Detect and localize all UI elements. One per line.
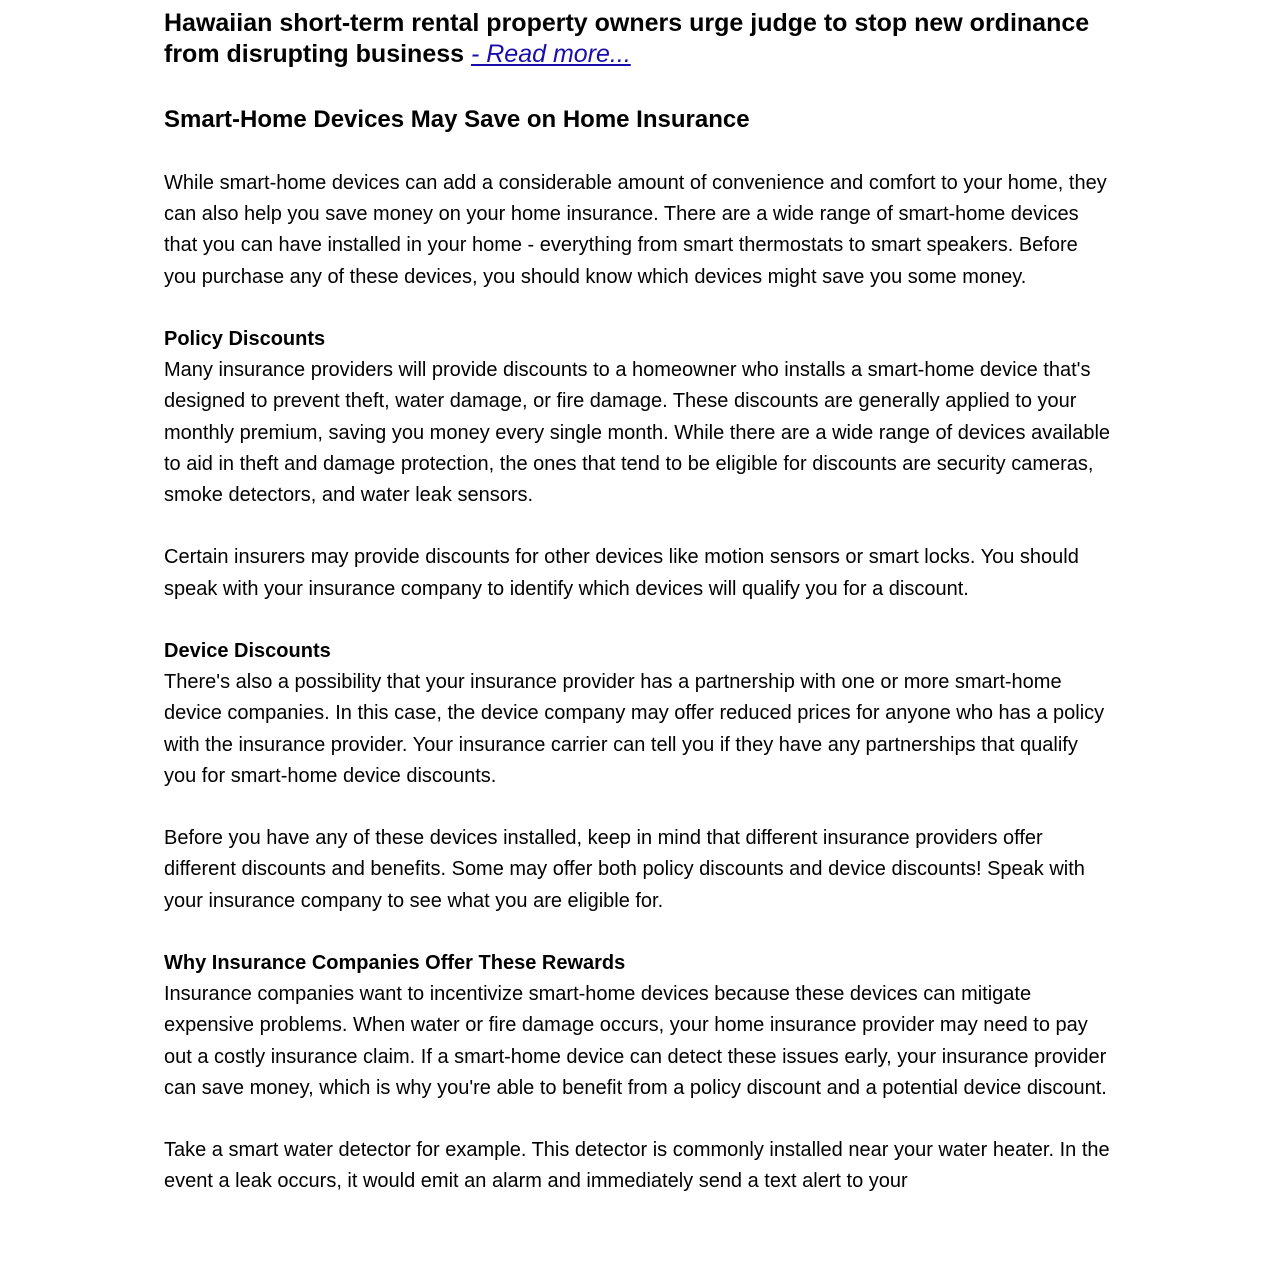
news-headline <box>164 8 1114 70</box>
section-heading-policy-discounts: Policy Discounts <box>164 328 326 350</box>
article-title: Smart-Home Devices May Save on Home Insurance <box>164 106 750 133</box>
document-page <box>164 8 1114 1193</box>
headline-text: Hawaiian short-term rental property owners urge judge to stop new ordinance from disrupting business <box>164 9 1090 68</box>
intro-paragraph: While smart-home devices can add a considerable amount of convenience and comfort to your home, they can also help you save money on your home insurance. There are a wide range of smart-home devices that you can have installed in your home - everything from smart thermostats to smart speakers. Before you purchase any of these devices, you should know which devices might save you some money. <box>164 172 1107 288</box>
article-body <box>164 168 1114 1198</box>
section-paragraph: Take a smart water detector for example. This detector is commonly installed near your water heater. In the event a leak occurs, it would emit an alarm and immediately send a text alert to your <box>164 1139 1110 1193</box>
section-paragraph: Certain insurers may provide discounts for other devices like motion sensors or smart locks. You should speak with your insurance company to identify which devices will qualify you for a discount. <box>164 546 1079 600</box>
section-paragraph: Many insurance providers will provide discounts to a homeowner who installs a smart-home device that's designed to prevent theft, water damage, or fire damage. These discounts are generally applied to your monthly premium, saving you money every single month. While there are a wide range of devices available to aid in theft and damage protection, the ones that tend to be eligible for discounts are security cameras, smoke detectors, and water leak sensors. <box>164 359 1111 507</box>
section-paragraph: There's also a possibility that your insurance provider has a partnership with one or more smart-home device companies. In this case, the device company may offer reduced prices for anyone who has a policy with the insurance provider. Your insurance carrier can tell you if they have any partnerships that qualify you for smart-home device discounts. <box>164 671 1105 787</box>
section-paragraph: Before you have any of these devices installed, keep in mind that different insurance providers offer different discounts and benefits. Some may offer both policy discounts and device discounts! Speak with your insurance company to see what you are eligible for. <box>164 827 1085 912</box>
read-more-link[interactable]: - Read more... <box>470 40 631 68</box>
section-heading-device-discounts: Device Discounts <box>164 640 331 662</box>
section-heading-why-insurance-companies: Why Insurance Companies Offer These Rewards <box>164 952 626 974</box>
section-paragraph: Insurance companies want to incentivize smart-home devices because these devices can mitigate expensive problems. When water or fire damage occurs, your home insurance provider may need to pay out a costly insurance claim. If a smart-home device can detect these issues early, your insurance provider can save money, which is why you're able to benefit from a policy discount and a potential device discount. <box>164 983 1107 1099</box>
